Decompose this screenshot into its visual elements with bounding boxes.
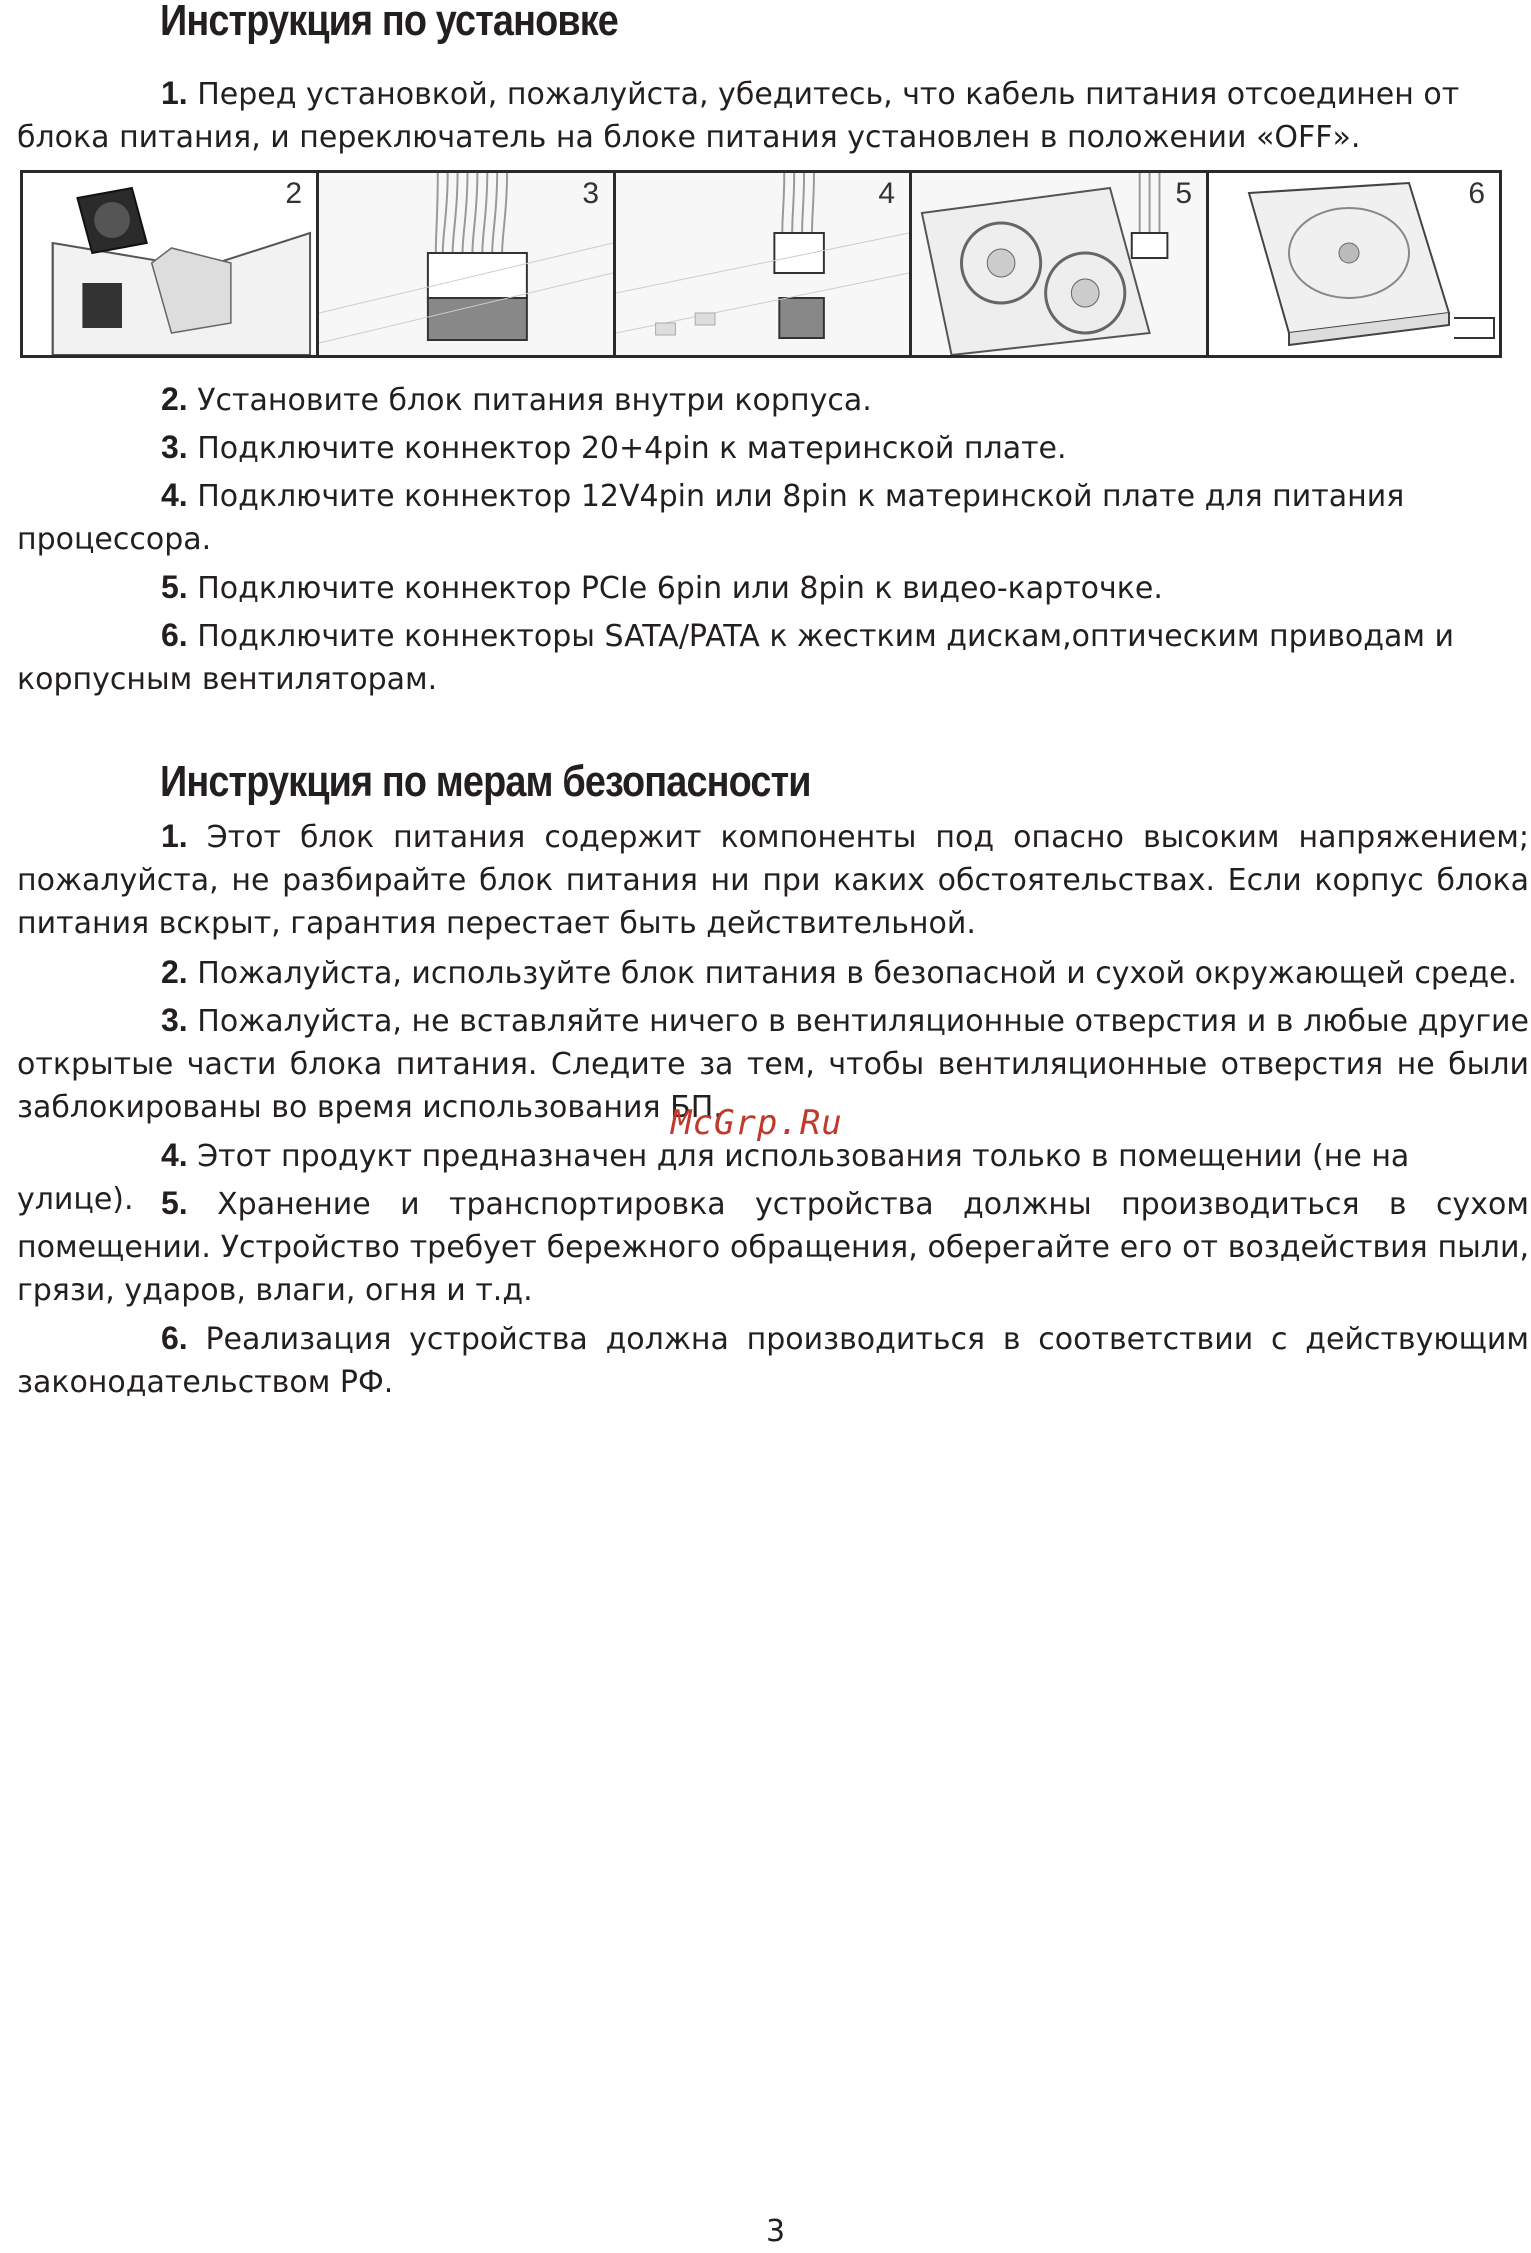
cpu-8pin-connector-icon	[616, 173, 909, 355]
step-text: Реализация устройства должна производиться в соответствии с действующим законодательством РФ.	[17, 1322, 1529, 1400]
step-number: 3.	[161, 429, 188, 465]
install-step-5	[17, 566, 1529, 610]
step-number: 2.	[161, 954, 188, 990]
panel-number: 6	[1468, 177, 1485, 210]
step-text: Этот продукт предназначен для использования только в помещении (не на улице).	[17, 1139, 1410, 1217]
step-text: Пожалуйста, не вставляйте ничего в вентиляционные отверстия и в любые другие открытые части блока питания. Следите за тем, чтобы вентиляционные отверстия не были заблокированы во время использования БП.	[17, 1004, 1529, 1125]
step-number: 1.	[161, 75, 188, 111]
step-text: Подключите коннектор 12V4pin или 8pin к материнской плате для питания процессора.	[17, 479, 1405, 557]
watermark: McGrp.Ru	[671, 1103, 843, 1143]
step-text: Хранение и транспортировка устройства должны производиться в сухом помещении. Устройство требует бережного обращения, оберегайте его от воздействия пыли, грязи, ударов, влаги, огня и т.д.	[17, 1187, 1529, 1308]
safety-title: Инструкция по мерам безопасности	[160, 757, 811, 806]
figure-panel-cpu	[616, 173, 912, 355]
panel-number: 4	[878, 177, 895, 210]
step-text: Пожалуйста, используйте блок питания в безопасной и сухой окружающей среде.	[197, 956, 1518, 991]
step-number: 2.	[161, 381, 188, 417]
step-number: 5.	[161, 569, 188, 605]
step-number: 4.	[161, 1137, 188, 1173]
hard-drive-icon	[1209, 173, 1499, 355]
installation-title: Инструкция по установке	[160, 0, 618, 45]
atx-24pin-connector-icon	[319, 173, 613, 355]
step-text: Этот блок питания содержит компоненты под опасно высоким напряжением; пожалуйста, не разбирайте блок питания ни при каких обстоятельствах. Если корпус блока питания вскрыт, гарантия перестает быть действительной.	[17, 820, 1529, 941]
safety-step-1	[17, 815, 1529, 945]
figure-panel-hdd	[1209, 173, 1499, 355]
figure-panel-atx	[319, 173, 616, 355]
installation-figure	[20, 170, 1502, 358]
step-text: Перед установкой, пожалуйста, убедитесь, что кабель питания отсоединен от блока питания, и переключатель на блоке питания установлен в положении «OFF».	[17, 77, 1460, 155]
psu-in-case-icon	[23, 173, 316, 355]
install-step-1	[17, 72, 1529, 159]
panel-number: 2	[285, 177, 302, 210]
install-step-6	[17, 614, 1529, 701]
step-text: Подключите коннекторы SATA/PATA к жестким дискам,оптическим приводам и корпусным вентиляторам.	[17, 619, 1455, 697]
safety-step-2	[17, 951, 1529, 995]
gpu-pcie-connector-icon	[912, 173, 1206, 355]
panel-number: 5	[1175, 177, 1192, 210]
panel-number: 3	[582, 177, 599, 210]
figure-panel-psu	[23, 173, 319, 355]
figure-panel-gpu	[912, 173, 1209, 355]
step-number: 5.	[161, 1185, 188, 1221]
page-number: 3	[766, 2214, 786, 2249]
step-number: 6.	[161, 1320, 188, 1356]
step-text: Подключите коннектор PCIe 6pin или 8pin к видео-карточке.	[197, 571, 1163, 606]
step-text: Подключите коннектор 20+4pin к материнской плате.	[197, 431, 1067, 466]
step-number: 1.	[161, 818, 188, 854]
safety-step-6	[17, 1317, 1529, 1404]
safety-step-5	[17, 1182, 1529, 1312]
step-number: 4.	[161, 477, 188, 513]
install-step-2	[17, 378, 1529, 422]
install-step-4	[17, 474, 1529, 561]
step-number: 3.	[161, 1002, 188, 1038]
install-step-3	[17, 426, 1529, 470]
step-text: Установите блок питания внутри корпуса.	[197, 383, 872, 418]
step-number: 6.	[161, 617, 188, 653]
